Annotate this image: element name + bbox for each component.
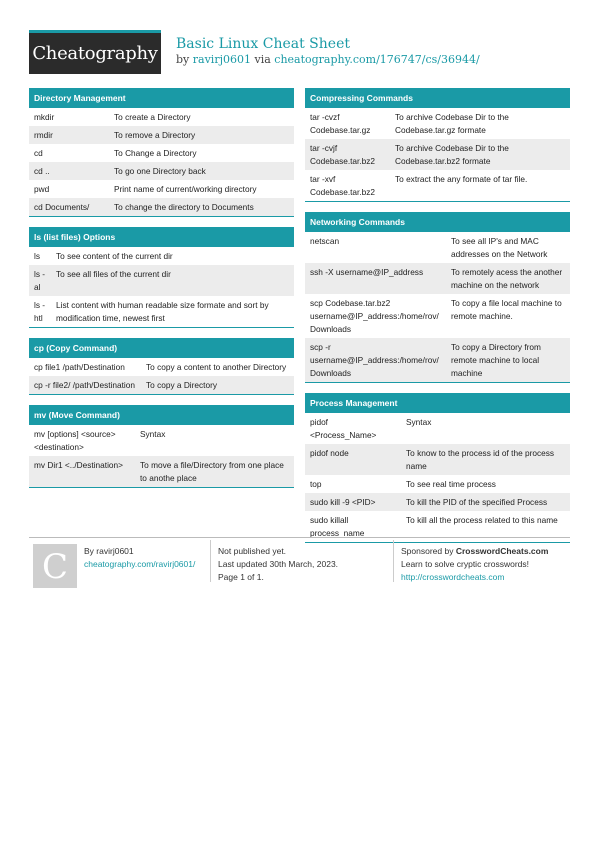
section-title: cp (Copy Command) (29, 338, 294, 358)
footer-author-block (84, 545, 195, 571)
footer-separator (210, 540, 211, 582)
description-cell: To see all files of the current dir (51, 265, 294, 296)
description-cell: To move a file/Directory from one place to anothe place (135, 456, 294, 487)
command-cell: tar -cvjf Codebase.tar.bz2 (305, 139, 390, 170)
section-title: Compressing Commands (305, 88, 570, 108)
description-cell: To see content of the current dir (56, 250, 173, 261)
compress-table (305, 108, 570, 201)
sponsored-label: Sponsored by (401, 546, 454, 556)
sponsor-tagline: Learn to solve cryptic crosswords! (401, 559, 530, 569)
description-cell: To copy a Directory (141, 376, 294, 394)
table-row (29, 108, 294, 126)
command-cell: cd (34, 147, 43, 158)
by-label: by (176, 53, 190, 66)
description-cell: List content with human readable size formate and sort by modification time, newest first (56, 299, 269, 323)
command-cell: ls -al (29, 265, 51, 296)
description-cell: To remove a Directory (109, 126, 294, 144)
table-row (305, 263, 570, 294)
section-title: Networking Commands (305, 212, 570, 232)
command-cell: mv [options] <source> <destination> (34, 428, 116, 452)
footer-meta-block (218, 545, 338, 584)
sponsor-name: CrosswordCheats.com (455, 546, 549, 556)
footer-divider (29, 537, 570, 538)
description-cell: Syntax (140, 428, 166, 439)
table-row (29, 296, 294, 327)
description-cell: To copy a Directory from remote machine to local machine (446, 338, 570, 382)
table-row (305, 139, 570, 170)
command-cell: rmdir (29, 126, 109, 144)
description-cell: To archive Codebase Dir to the Codebase.tar.bz2 formate (390, 139, 570, 170)
description-cell: To change the directory to Documents (109, 198, 294, 216)
table-row (29, 144, 294, 162)
description-cell: To see real time process (406, 478, 496, 489)
description-cell: To kill the PID of the specified Process (401, 493, 570, 511)
command-cell: ls (34, 250, 40, 261)
table-row (305, 475, 570, 493)
description-cell: To copy a content to another Directory (146, 361, 287, 372)
table-row (29, 358, 294, 376)
mv-section (29, 405, 294, 488)
command-cell: pidof <Process_Name> (310, 416, 377, 440)
command-cell: netscan (310, 235, 340, 246)
command-cell: sudo kill -9 <PID> (305, 493, 401, 511)
mv-table (29, 425, 294, 487)
table-row (29, 376, 294, 394)
section-title: mv (Move Command) (29, 405, 294, 425)
cheatography-c-icon (33, 544, 77, 588)
network-table (305, 232, 570, 382)
table-row (305, 493, 570, 511)
page-number: Page 1 of 1. (218, 572, 264, 582)
section-title: ls (list files) Options (29, 227, 294, 247)
table-row (305, 108, 570, 139)
description-cell: Print name of current/working directory (114, 183, 257, 194)
table-row (29, 162, 294, 180)
table-row (305, 170, 570, 201)
description-cell: To Change a Directory (114, 147, 197, 158)
command-cell: sudo killall process_name (310, 514, 365, 538)
description-cell: To remotely acess the another machine on the network (446, 263, 570, 294)
icon-letter: C (41, 547, 68, 587)
directory-table (29, 108, 294, 216)
logo-text: Cheatography (32, 43, 158, 64)
command-cell: cp -r file2/ /path/Destination (29, 376, 141, 394)
ls-section (29, 227, 294, 328)
left-column (29, 88, 294, 498)
description-cell: To know to the process id of the process name (401, 444, 570, 475)
via-label: via (254, 53, 271, 66)
command-cell: top (310, 478, 322, 489)
author-link[interactable]: ravirj0601 (192, 53, 251, 66)
footer-separator (393, 540, 394, 582)
last-updated: Last updated 30th March, 2023. (218, 559, 339, 569)
table-row (29, 247, 294, 265)
author-profile-link[interactable]: cheatography.com/ravirj0601/ (84, 559, 196, 569)
compress-section (305, 88, 570, 202)
description-cell: To extract the any formate of tar file. (395, 173, 528, 184)
command-cell: tar -xvf Codebase.tar.bz2 (310, 173, 376, 197)
table-row (29, 198, 294, 216)
page-title: Basic Linux Cheat Sheet (176, 36, 350, 52)
command-cell: mkdir (34, 111, 55, 122)
published-status: Not published yet. (218, 546, 287, 556)
table-row (305, 294, 570, 338)
command-cell: pidof node (305, 444, 401, 475)
byline (176, 53, 480, 66)
description-cell: To go one Directory back (109, 162, 294, 180)
command-cell: pwd (34, 183, 50, 194)
description-cell: To kill all the process related to this name (406, 514, 558, 525)
command-cell: ssh -X username@IP_address (305, 263, 446, 294)
command-cell: mv Dir1 <../Destination> (29, 456, 135, 487)
command-cell: cd .. (29, 162, 109, 180)
table-row (29, 456, 294, 487)
network-section (305, 212, 570, 383)
process-section (305, 393, 570, 543)
sheet-url-link[interactable]: cheatography.com/176747/cs/36944/ (274, 53, 480, 66)
table-row (29, 265, 294, 296)
description-cell: To create a Directory (114, 111, 191, 122)
directory-section (29, 88, 294, 217)
description-cell: To archive Codebase Dir to the Codebase.tar.gz formate (395, 111, 509, 135)
table-row (305, 338, 570, 382)
command-cell: tar -cvzf Codebase.tar.gz (310, 111, 371, 135)
cheatography-logo[interactable] (29, 30, 161, 74)
ls-table (29, 247, 294, 327)
table-row (305, 444, 570, 475)
table-row (29, 180, 294, 198)
section-title: Directory Management (29, 88, 294, 108)
process-table (305, 413, 570, 542)
table-row (29, 425, 294, 456)
by-label: By (84, 546, 94, 556)
footer-author: ravirj0601 (96, 546, 134, 556)
command-cell: cd Documents/ (29, 198, 109, 216)
footer-sponsor-block (401, 545, 548, 584)
description-cell: Syntax (406, 416, 432, 427)
table-row (305, 232, 570, 263)
command-cell: scp -r username@IP_address:/home/rov/Downloads (305, 338, 446, 382)
section-title: Process Management (305, 393, 570, 413)
right-column (305, 88, 570, 553)
description-cell: To see all IP's and MAC addresses on the Network (451, 235, 548, 259)
table-row (29, 126, 294, 144)
description-cell: To copy a file local machine to remote machine. (451, 297, 562, 321)
command-cell: scp Codebase.tar.bz2 username@IP_address:/home/rov/Downloads (310, 297, 439, 334)
command-cell: cp file1 /path/Destination (34, 361, 125, 372)
cp-table (29, 358, 294, 394)
command-cell: ls -htl (34, 299, 46, 323)
sponsor-link[interactable]: http://crosswordcheats.com (401, 572, 505, 582)
table-row (305, 413, 570, 444)
cp-section (29, 338, 294, 395)
